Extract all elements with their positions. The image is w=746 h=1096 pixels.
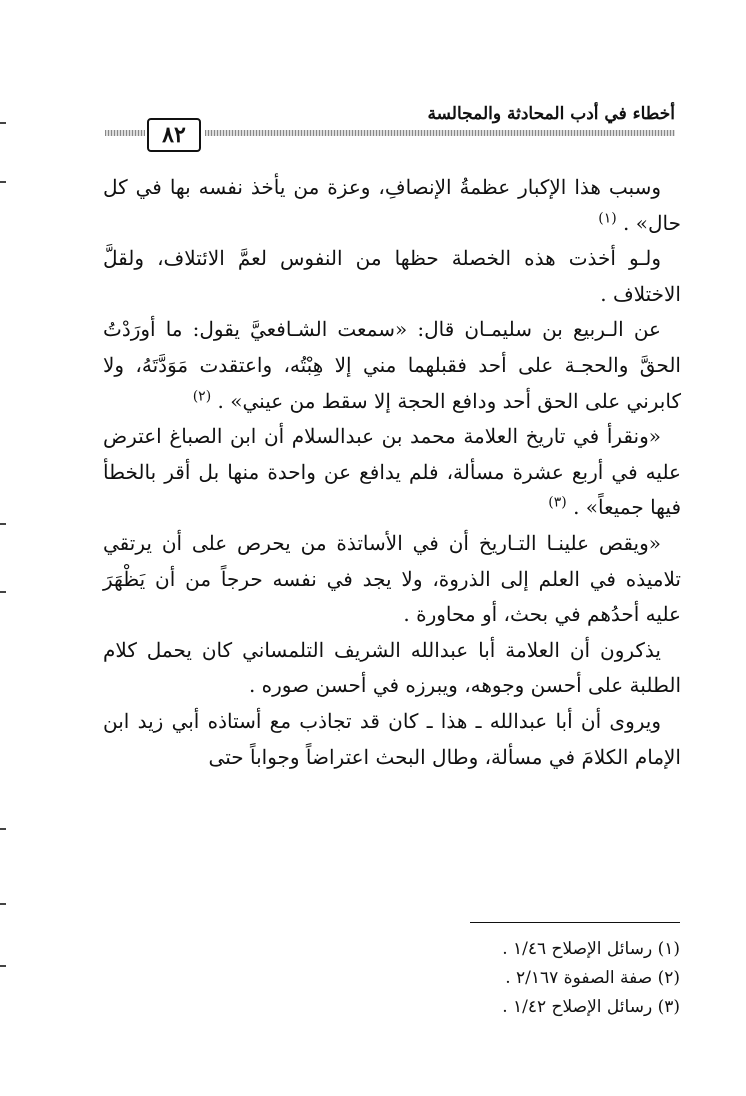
footnote-2: (٢) صفة الصفوة ٢/١٦٧ .: [505, 968, 680, 988]
page-header: [105, 104, 675, 148]
header-rule: [205, 130, 675, 136]
paragraph-3: عن الـربيع بن سليمـان قال: «سمعت الشـافعيَّ يقول: ما أورَدْتُ الحقَّ والحجـة على أحد فقبلهما مني إلا هِبْتُه، واعتقدت مَوَدَّتَهُ، ولا كابرني على الحق أحد ودافع الحجة إلا سقط من عيني» . $^{(٢)}$: [103, 317, 681, 413]
page-number: ٨٢: [147, 118, 201, 152]
margin-mark: [0, 122, 6, 124]
footnote-1: (١) رسائل الإصلاح ١/٤٦ .: [502, 939, 680, 959]
margin-mark: [0, 828, 6, 830]
paragraph-2: ولـو أخذت هذه الخصلة حظها من النفوس لعمَّ الائتلاف، ولقلَّ الاختلاف .: [103, 246, 681, 306]
footnote-ref-1[interactable]: (١): [598, 209, 617, 226]
margin-mark: [0, 181, 6, 183]
paragraph-5: «ويقص علينـا التـاريخ أن في الأساتذة من يحرص على أن يرتقي تلاميذه في العلم إلى الذروة، ولا يجد في نفسه حرجاً من أن يَظْهَرَ عليه أحدُهم في بحث، أو محاورة .: [103, 530, 681, 627]
margin-mark: [0, 965, 6, 967]
paragraph-6: يذكرون أن العلامة أبا عبدالله الشريف التلمساني كان يحمل كلام الطلبة على أحسن وجوهه، ويبرزه في أحسن صوره .: [103, 637, 681, 698]
footnote-3: (٣) رسائل الإصلاح ١/٤٢ .: [502, 997, 680, 1017]
running-title: أخطاء في أدب المحادثة والمجالسة: [427, 104, 675, 124]
margin-mark: [0, 523, 6, 525]
footnote-ref-3[interactable]: (٣): [548, 494, 567, 511]
body-text: [103, 170, 681, 775]
margin-mark: [0, 903, 6, 905]
paragraph-4: «ونقرأ في تاريخ العلامة محمد بن عبدالسلام أن ابن الصباغ اعترض عليه في أربع عشرة مسألة، فلم يدافع عن واحدة منها بل أقر بالخطأ فيها جميعاً» . $^{(٣)}$: [103, 424, 681, 520]
paragraph-7: ويروى أن أبا عبدالله ـ هذا ـ كان قد تجاذب مع أستاذه أبي زيد ابن الإمام الكلامَ في مسألة، وطال البحث اعتراضاً وجواباً حتى: [103, 708, 681, 769]
footnotes: [300, 935, 680, 1022]
paragraph-1: وسبب هذا الإكبار عظمةُ الإنصافِ، وعزة من يأخذ نفسه بها في كل حال» . $^{(١)}$: [103, 175, 681, 235]
header-rule-left: [105, 130, 145, 136]
footnote-separator: [470, 922, 680, 923]
margin-mark: [0, 591, 6, 593]
footnote-ref-2[interactable]: (٢): [192, 387, 212, 404]
